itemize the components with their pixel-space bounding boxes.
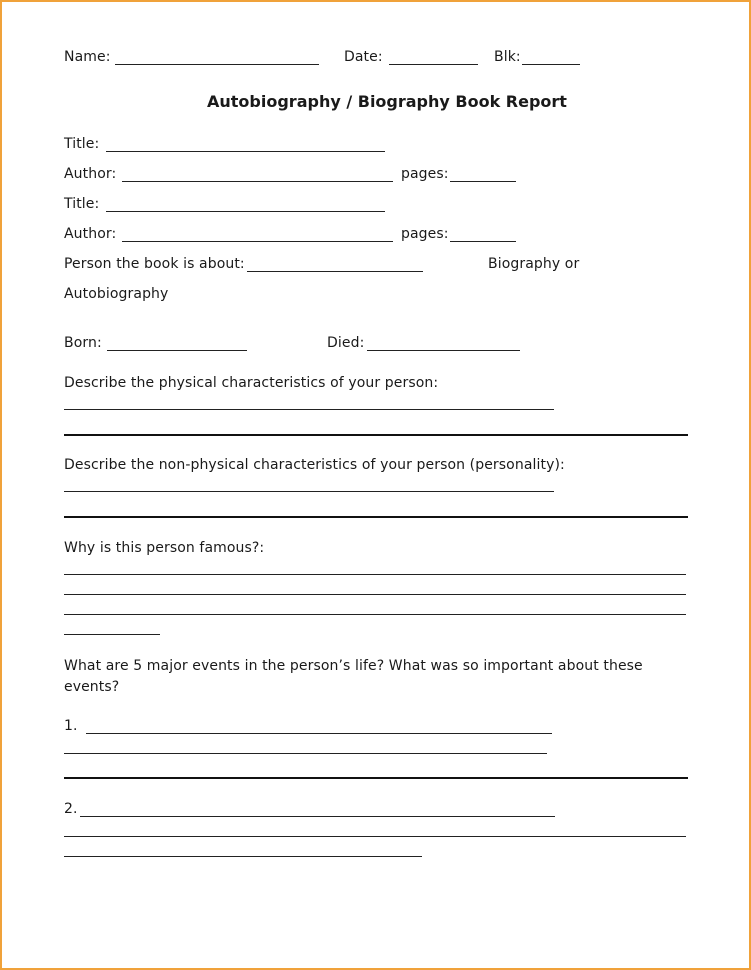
- book2-author-label: Author:: [64, 226, 117, 242]
- date-label: Date:: [344, 49, 383, 65]
- biography-option: Biography or: [488, 256, 580, 272]
- book1-title-label: Title:: [64, 136, 100, 152]
- book2-pages-line[interactable]: [450, 241, 516, 242]
- book2-author-line[interactable]: [122, 241, 393, 242]
- autobiography-option: Autobiography: [64, 286, 169, 302]
- book2-title-line[interactable]: [106, 211, 385, 212]
- died-label: Died:: [327, 335, 365, 351]
- famous-answer-line-1[interactable]: [64, 574, 686, 575]
- nonphysical-answer-line-1[interactable]: [64, 491, 554, 492]
- question-events: What are 5 major events in the person’s life? What was so important about these events?: [64, 658, 643, 695]
- book2-pages-label: pages:: [401, 226, 449, 242]
- blk-label: Blk:: [494, 49, 521, 65]
- book1-pages-label: pages:: [401, 166, 449, 182]
- date-field-line[interactable]: [389, 64, 478, 65]
- name-label: Name:: [64, 49, 111, 65]
- book1-author-label: Author:: [64, 166, 117, 182]
- event-1-line-2[interactable]: [64, 753, 547, 754]
- person-about-label: Person the book is about:: [64, 256, 245, 272]
- event-2-number: 2.: [64, 801, 78, 817]
- event-1-line-1[interactable]: [86, 733, 552, 734]
- question-nonphysical: Describe the non-physical characteristics of your person (personality):: [64, 457, 565, 473]
- page-title: Autobiography / Biography Book Report: [207, 92, 567, 111]
- physical-answer-line-1[interactable]: [64, 409, 554, 410]
- book1-title-line[interactable]: [106, 151, 385, 152]
- question-physical: Describe the physical characteristics of your person:: [64, 375, 439, 391]
- section-divider: [64, 777, 688, 779]
- book2-title-label: Title:: [64, 196, 100, 212]
- event-2-line-2[interactable]: [64, 836, 686, 837]
- famous-answer-line-3[interactable]: [64, 614, 686, 615]
- born-label: Born:: [64, 335, 102, 351]
- event-2-line-3[interactable]: [64, 856, 422, 857]
- section-divider: [64, 516, 688, 518]
- died-line[interactable]: [367, 350, 520, 351]
- event-2-line-1[interactable]: [80, 816, 555, 817]
- book1-author-line[interactable]: [122, 181, 393, 182]
- event-1-number: 1.: [64, 718, 78, 734]
- blk-field-line[interactable]: [522, 64, 580, 65]
- born-line[interactable]: [107, 350, 247, 351]
- section-divider: [64, 434, 688, 436]
- famous-answer-line-2[interactable]: [64, 594, 686, 595]
- book1-pages-line[interactable]: [450, 181, 516, 182]
- question-famous: Why is this person famous?:: [64, 540, 265, 556]
- person-about-line[interactable]: [247, 271, 423, 272]
- famous-answer-line-4[interactable]: [64, 634, 160, 635]
- name-field-line[interactable]: [115, 64, 319, 65]
